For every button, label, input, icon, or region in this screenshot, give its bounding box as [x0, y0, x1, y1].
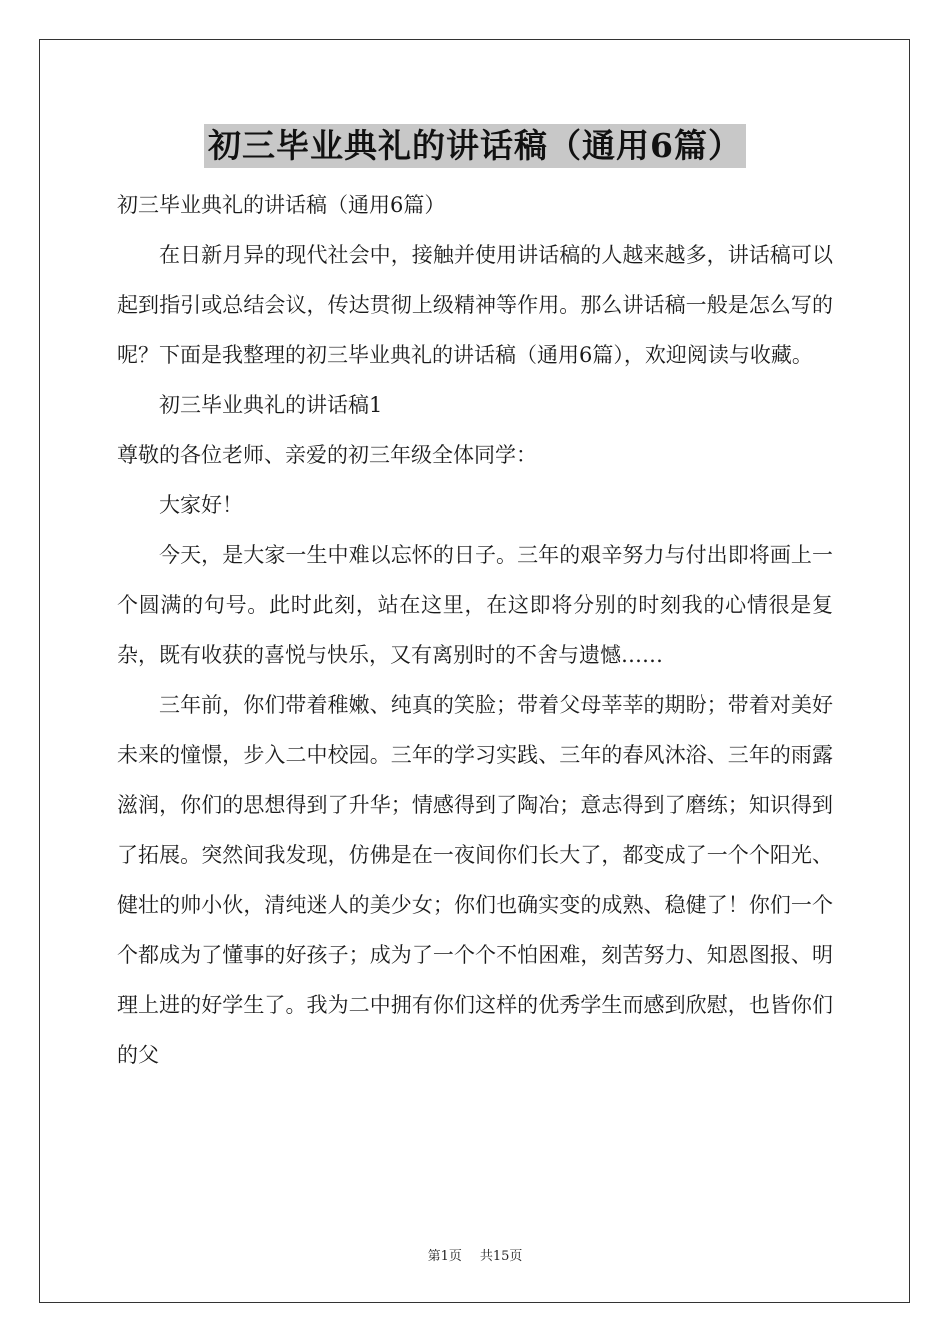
title-area: [0, 124, 950, 168]
body-paragraph: 三年前，你们带着稚嫩、纯真的笑脸；带着父母莘莘的期盼；带着对美好未来的憧憬，步入二中校园。三年的学习实践、三年的春风沐浴、三年的雨露滋润，你们的思想得到了升华；情感得到了陶冶；意志得到了磨练；知识得到了拓展。突然间我发现，仿佛是在一夜间你们长大了，都变成了一个个阳光、健壮的帅小伙，清纯迷人的美少女；你们也确实变的成熟、稳健了！你们一个个都成为了懂事的好孩子；成为了一个个不怕困难，刻苦努力、知恩图报、明理上进的好学生了。我为二中拥有你们这样的优秀学生而感到欣慰，也皆你们的父: [117, 693, 833, 1067]
page-number: 第1页: [427, 1249, 462, 1264]
greeting-paragraph: 大家好！: [159, 493, 243, 517]
page-footer: [0, 1248, 950, 1266]
subtitle-paragraph: 初三毕业典礼的讲话稿（通用6篇）: [117, 193, 446, 217]
section-heading: 初三毕业典礼的讲话稿1: [159, 393, 383, 417]
salutation-paragraph: 尊敬的各位老师、亲爱的初三年级全体同学：: [117, 443, 537, 467]
intro-paragraph: 在日新月异的现代社会中，接触并使用讲话稿的人越来越多，讲话稿可以起到指引或总结会议，传达贯彻上级精神等作用。那么讲话稿一般是怎么写的呢？下面是我整理的初三毕业典礼的讲话稿（通用6篇），欢迎阅读与收藏。: [117, 243, 833, 367]
document-title: 初三毕业典礼的讲话稿（通用6篇）: [204, 124, 746, 168]
document-body: [117, 180, 833, 1080]
page-total: 共15页: [479, 1249, 523, 1264]
body-paragraph: 今天，是大家一生中难以忘怀的日子。三年的艰辛努力与付出即将画上一个圆满的句号。此时此刻，站在这里，在这即将分别的时刻我的心情很是复杂，既有收获的喜悦与快乐，又有离别时的不舍与遗憾……: [117, 543, 833, 667]
